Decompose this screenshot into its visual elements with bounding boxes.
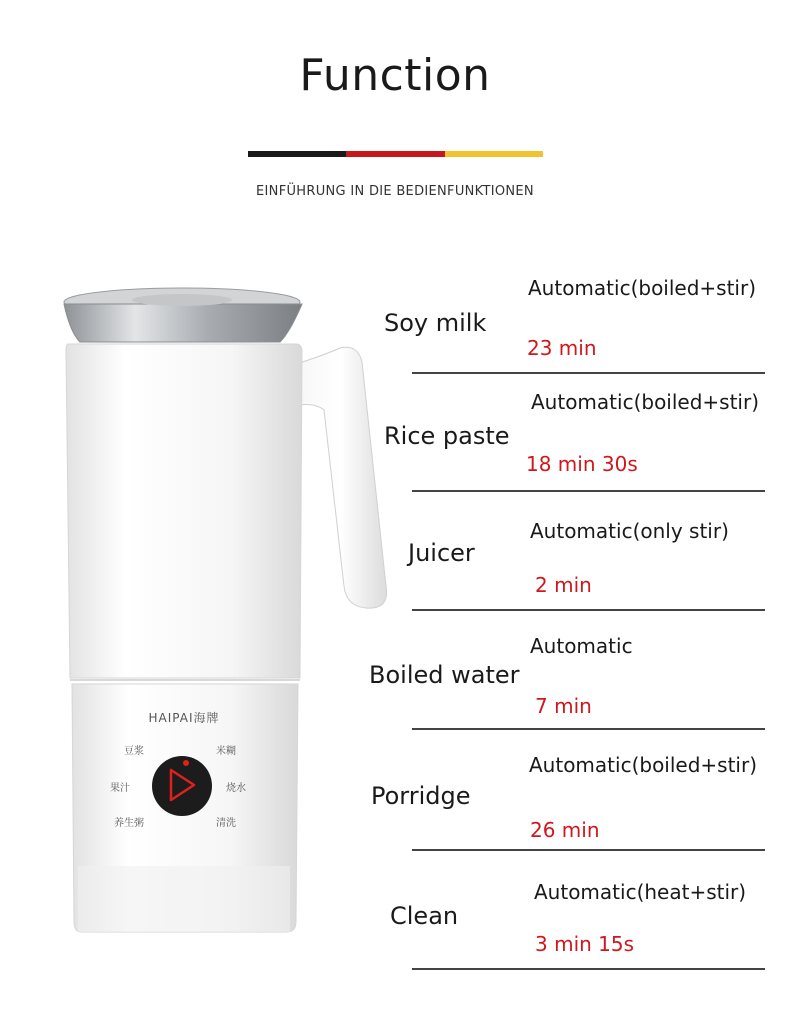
panel-label-rice-paste: 米糊 bbox=[216, 746, 236, 757]
row-divider bbox=[412, 968, 765, 970]
indicator-light bbox=[183, 760, 189, 766]
brand-logo: HAIPAI海牌 bbox=[148, 711, 220, 725]
function-row-clean bbox=[360, 854, 765, 970]
function-time: 26 min bbox=[530, 818, 600, 842]
panel-label-juice: 果汁 bbox=[110, 783, 130, 794]
lid-rim bbox=[64, 304, 302, 342]
panel-label-clean: 清洗 bbox=[216, 818, 236, 829]
function-mode: Automatic(boiled+stir) bbox=[529, 753, 758, 777]
row-divider bbox=[412, 849, 765, 851]
function-name: Juicer bbox=[408, 539, 475, 567]
panel-label-porridge: 养生粥 bbox=[114, 818, 144, 829]
function-mode: Automatic(heat+stir) bbox=[534, 880, 747, 904]
control-button bbox=[152, 756, 212, 816]
function-time: 3 min 15s bbox=[535, 932, 635, 956]
function-mode: Automatic bbox=[530, 634, 633, 658]
row-divider bbox=[412, 490, 765, 492]
panel-label-soy-milk: 豆浆 bbox=[124, 746, 144, 757]
row-divider bbox=[412, 609, 765, 611]
function-name: Rice paste bbox=[384, 422, 510, 450]
function-time: 7 min bbox=[535, 694, 592, 718]
function-row-rice-paste bbox=[360, 376, 765, 492]
flag-stripe-gold bbox=[445, 151, 543, 157]
function-mode: Automatic(boiled+stir) bbox=[528, 276, 757, 300]
flag-stripe-black bbox=[248, 151, 346, 157]
german-flag-divider bbox=[248, 151, 543, 157]
function-mode: Automatic(boiled+stir) bbox=[531, 390, 760, 414]
jug-body bbox=[66, 344, 302, 678]
function-row-soy-milk bbox=[360, 258, 765, 374]
function-mode: Automatic(only stir) bbox=[530, 519, 729, 543]
soymilk-maker-image bbox=[40, 270, 400, 960]
function-name: Soy milk bbox=[384, 309, 487, 337]
row-divider bbox=[412, 728, 765, 730]
function-name: Boiled water bbox=[369, 661, 520, 689]
function-row-juicer bbox=[360, 495, 765, 611]
panel-label-boiled-water: 烧水 bbox=[226, 783, 246, 794]
function-time: 2 min bbox=[535, 573, 592, 597]
function-row-porridge bbox=[360, 735, 765, 851]
page-subtitle: EINFÜHRUNG IN DIE BEDIENFUNKTIONEN bbox=[256, 184, 534, 199]
page-title: Function bbox=[299, 50, 491, 101]
row-divider bbox=[412, 372, 765, 374]
function-row-boiled-water bbox=[360, 614, 765, 730]
function-name: Clean bbox=[390, 902, 459, 930]
function-time: 18 min 30s bbox=[526, 452, 638, 476]
function-name: Porridge bbox=[371, 782, 471, 810]
flag-stripe-red bbox=[346, 151, 444, 157]
function-time: 23 min bbox=[527, 336, 597, 360]
